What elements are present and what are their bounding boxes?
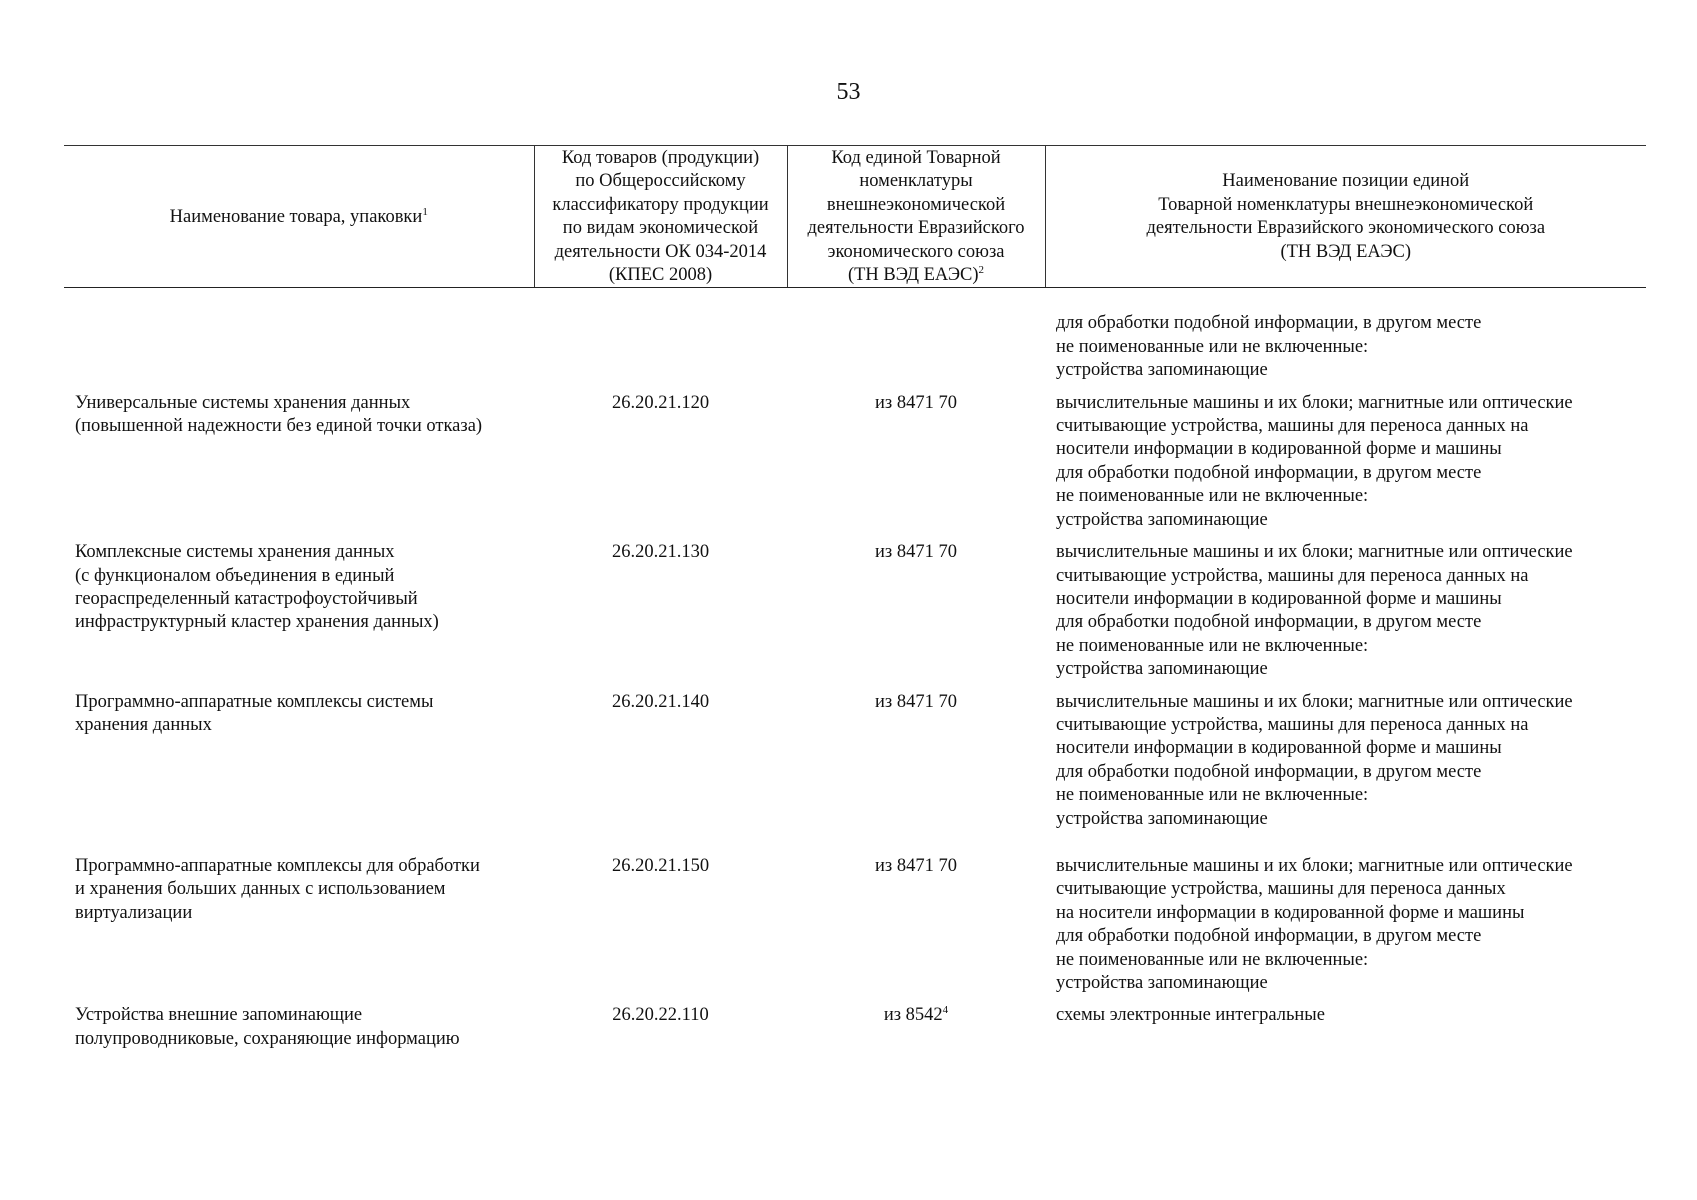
tnved-code-text: из 8542: [883, 1005, 943, 1026]
okpd-code-cell: 26.20.21.140: [611, 691, 710, 712]
header-line: номенклатуры: [859, 171, 973, 192]
header-line: деятельности Евразийского экономического союза: [1146, 218, 1546, 239]
okpd-code-cell: 26.20.21.150: [611, 855, 710, 876]
product-name-line: Универсальные системы хранения данных: [75, 392, 411, 413]
tnved-code-text: из 8471 70: [875, 392, 957, 413]
header-product-name: [64, 146, 534, 288]
tnved-code-text: из 8471 70: [875, 691, 957, 712]
desc-line: вычислительные машины и их блоки; магнитные или оптические: [1056, 542, 1573, 563]
desc-line: для обработки подобной информации, в другом месте: [1056, 926, 1482, 947]
product-name-line: (повышенной надежности без единой точки отказа): [75, 416, 483, 437]
header-line: Код товаров (продукции): [561, 148, 760, 168]
tnved-description-cell: [1045, 392, 1646, 541]
tnved-code-text: из 8471 70: [875, 855, 957, 876]
table-row: [64, 840, 1646, 1004]
header-line: (ТН ВЭД ЕАЭС): [1280, 241, 1412, 262]
tnved-code-cell: [787, 1004, 1045, 1060]
header-line: Код единой Товарной: [831, 148, 1001, 168]
desc-line: вычислительные машины и их блоки; магнитные или оптические: [1056, 855, 1573, 876]
header-line: (ТН ВЭД ЕАЭС)$^2$: [847, 263, 985, 286]
product-name-line: и хранения больших данных с использованием: [75, 879, 446, 900]
desc-line: устройства запоминающие: [1056, 659, 1268, 680]
header-line: деятельности Евразийского: [807, 218, 1025, 239]
desc-line: считывающие устройства, машины для переноса данных на: [1056, 565, 1529, 586]
product-name-line: (с функционалом объединения в единый: [75, 565, 395, 586]
header-line: по Общероссийскому: [575, 171, 746, 192]
desc-line: не поименованные или не включенные:: [1056, 486, 1369, 507]
product-name-cell: [64, 541, 534, 690]
desc-line: для обработки подобной информации, в другом месте: [1056, 462, 1482, 483]
product-name-line: Комплексные системы хранения данных: [75, 542, 395, 563]
header-product-name-text: Наименование товара, упаковки: [169, 206, 423, 227]
continuation-name-cell: [64, 288, 534, 392]
desc-line: устройства запоминающие: [1056, 509, 1268, 530]
desc-line: не поименованные или не включенные:: [1056, 785, 1369, 806]
desc-line: считывающие устройства, машины для переноса данных: [1056, 879, 1506, 900]
desc-line: не поименованные или не включенные:: [1056, 949, 1369, 970]
header-line: деятельности ОК 034-2014: [554, 241, 767, 262]
product-name-line: Программно-аппаратные комплексы для обработки: [75, 855, 480, 876]
header-tnved-code: [787, 146, 1045, 288]
product-name-line: полупроводниковые, сохраняющие информацию: [75, 1028, 460, 1049]
table-row: [64, 1004, 1646, 1060]
tnved-description-cell: [1045, 840, 1646, 1004]
okpd-code-cell: 26.20.21.120: [611, 392, 710, 413]
product-name-cell: [64, 840, 534, 1004]
header-line: экономического союза: [827, 241, 1005, 262]
desc-line: устройства запоминающие: [1056, 808, 1268, 829]
product-name-line: георaспределенный катастрофоустойчивый: [75, 588, 418, 609]
desc-line: для обработки подобной информации, в другом месте: [1056, 761, 1482, 782]
footnote-ref: 2: [978, 263, 985, 276]
product-name-line: виртуализации: [75, 902, 193, 923]
okpd-code-cell: 26.20.21.130: [611, 542, 710, 563]
tnved-code-cell: [787, 541, 1045, 690]
header-line: классификатору продукции: [552, 194, 769, 215]
product-name-line: Устройства внешние запоминающие: [75, 1005, 363, 1026]
continuation-row: [64, 288, 1646, 392]
tnved-code-cell: [787, 840, 1045, 1004]
continuation-desc-cell: [1045, 288, 1646, 392]
product-name-line: инфраструктурный кластер хранения данных): [75, 612, 439, 633]
table-body: [64, 288, 1646, 1060]
desc-line: носители информации в кодированной форме и машины: [1056, 738, 1502, 759]
desc-line: схемы электронные интегральные: [1056, 1005, 1325, 1026]
table-header: [64, 146, 1646, 288]
header-line: внешнеэкономической: [826, 194, 1006, 215]
table-row: [64, 392, 1646, 541]
footnote-ref: 1: [422, 205, 428, 218]
desc-line: для обработки подобной информации, в другом месте: [1056, 612, 1482, 633]
product-name-line: Программно-аппаратные комплексы системы: [75, 691, 434, 712]
desc-line: устройства запоминающие: [1056, 973, 1268, 993]
desc-line: не поименованные или не включенные:: [1056, 336, 1369, 357]
footnote-ref: 4: [942, 1004, 949, 1017]
tnved-code-cell: [787, 691, 1045, 840]
header-line: Товарной номенклатуры внешнеэкономической: [1158, 194, 1534, 215]
header-line: Наименование позиции единой: [1222, 171, 1470, 192]
product-name-cell: [64, 392, 534, 541]
desc-line: на носители информации в кодированной форме и машины: [1056, 902, 1525, 923]
goods-table: [64, 145, 1646, 1060]
page-number: 53: [836, 79, 861, 105]
header-line: (КПЕС 2008): [608, 265, 713, 286]
desc-line: считывающие устройства, машины для переноса данных на: [1056, 416, 1529, 437]
desc-line: вычислительные машины и их блоки; магнитные или оптические: [1056, 691, 1573, 712]
tnved-code-cell: [787, 392, 1045, 541]
header-okpd-code: [534, 146, 787, 288]
desc-line: вычислительные машины и их блоки; магнитные или оптические: [1056, 392, 1573, 413]
okpd-code-cell: 26.20.22.110: [612, 1005, 709, 1026]
table-row: [64, 541, 1646, 690]
product-name-cell: [64, 691, 534, 840]
desc-line: носители информации в кодированной форме и машины: [1056, 439, 1502, 460]
desc-line: носители информации в кодированной форме и машины: [1056, 588, 1502, 609]
tnved-description-cell: [1045, 691, 1646, 840]
continuation-okpd-cell: [534, 288, 787, 392]
desc-line: для обработки подобной информации, в другом месте: [1056, 313, 1482, 334]
desc-line: устройства запоминающие: [1056, 360, 1268, 381]
product-name-cell: [64, 1004, 534, 1060]
tnved-description-cell: [1045, 541, 1646, 690]
product-name-line: хранения данных: [75, 714, 212, 735]
desc-line: не поименованные или не включенные:: [1056, 635, 1369, 656]
tnved-code-text: из 8471 70: [875, 542, 957, 563]
header-tnved-name: [1045, 146, 1646, 288]
continuation-tnved-cell: [787, 288, 1045, 392]
tnved-description-cell: [1045, 1004, 1646, 1060]
table-row: [64, 691, 1646, 840]
header-line: по видам экономической: [562, 218, 759, 239]
desc-line: считывающие устройства, машины для переноса данных на: [1056, 714, 1529, 735]
